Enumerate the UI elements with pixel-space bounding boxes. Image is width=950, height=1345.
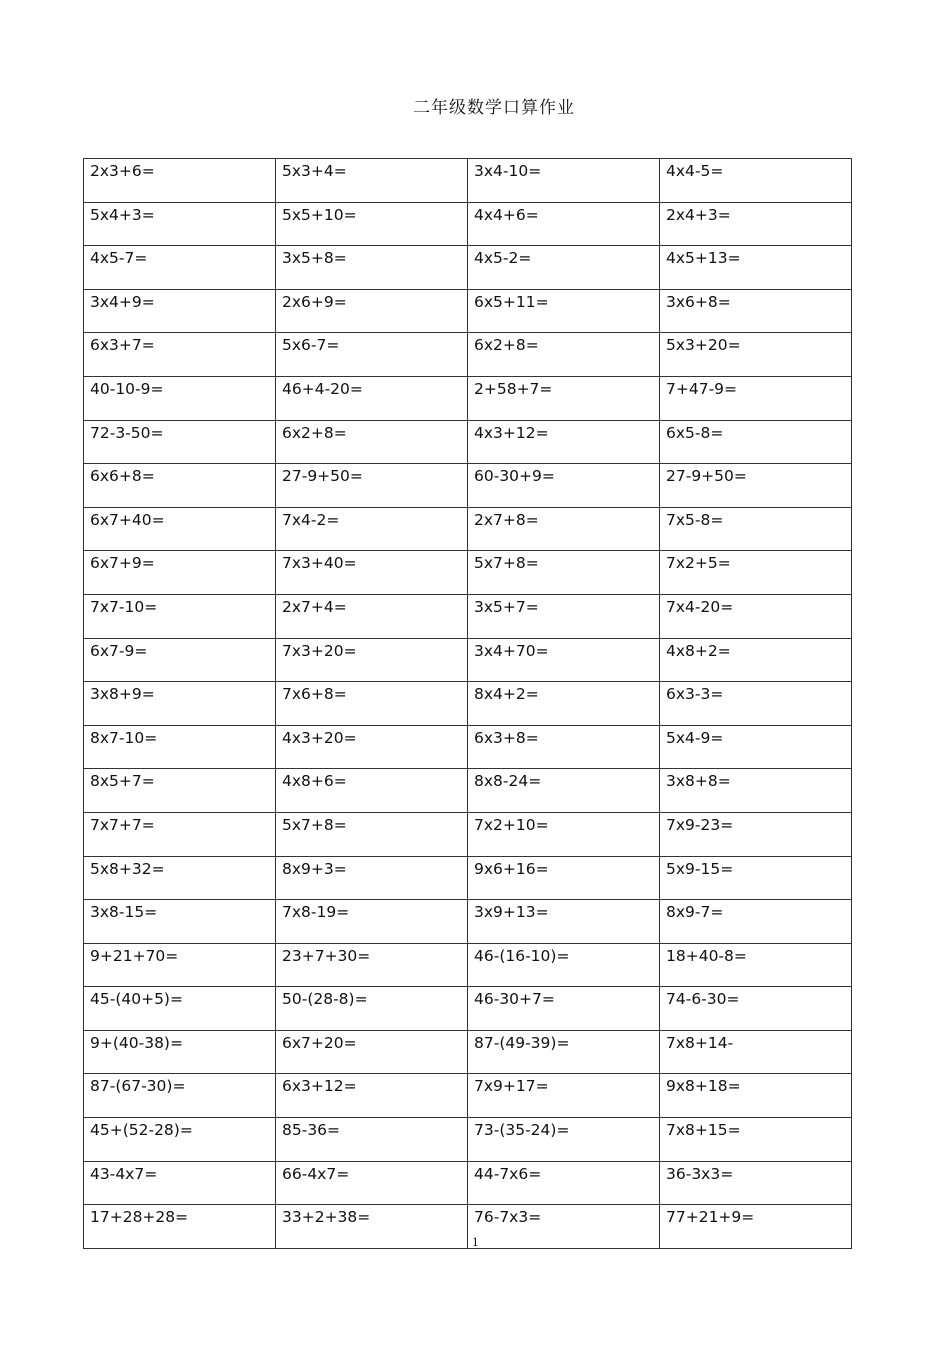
problem-cell: 4x8+6= [276, 769, 468, 813]
problem-cell: 5x4-9= [660, 725, 852, 769]
problem-row [84, 507, 852, 551]
problem-cell: 7x6+8= [276, 682, 468, 726]
problem-row [84, 594, 852, 638]
problem-cell: 7x5-8= [660, 507, 852, 551]
problem-cell: 2x7+8= [468, 507, 660, 551]
problem-cell: 5x4+3= [84, 202, 276, 246]
problem-cell: 6x3+8= [468, 725, 660, 769]
problem-cell: 6x2+8= [276, 420, 468, 464]
problem-row [84, 202, 852, 246]
problem-row [84, 812, 852, 856]
problem-row [84, 856, 852, 900]
problem-row [84, 1030, 852, 1074]
problem-cell: 4x3+12= [468, 420, 660, 464]
problem-cell: 8x4+2= [468, 682, 660, 726]
problem-cell: 2x4+3= [660, 202, 852, 246]
problem-cell: 40-10-9= [84, 376, 276, 420]
problem-cell: 4x5-2= [468, 246, 660, 290]
problem-cell: 43-4x7= [84, 1161, 276, 1205]
problem-cell: 66-4x7= [276, 1161, 468, 1205]
problem-cell: 76-7x3= [468, 1205, 660, 1249]
problem-cell: 45+(52-28)= [84, 1118, 276, 1162]
problem-cell: 3x4+70= [468, 638, 660, 682]
problem-cell: 7x2+10= [468, 812, 660, 856]
problem-cell: 3x9+13= [468, 900, 660, 944]
problem-cell: 3x4-10= [468, 159, 660, 203]
problem-cell: 3x4+9= [84, 289, 276, 333]
problem-cell: 7x2+5= [660, 551, 852, 595]
problem-cell: 3x8+8= [660, 769, 852, 813]
problem-cell: 44-7x6= [468, 1161, 660, 1205]
problem-cell: 7x4-20= [660, 594, 852, 638]
problem-cell: 60-30+9= [468, 464, 660, 508]
problem-cell: 4x5+13= [660, 246, 852, 290]
problem-cell: 3x6+8= [660, 289, 852, 333]
page-title: 二年级数学口算作业 [413, 98, 575, 118]
problem-row [84, 333, 852, 377]
problem-cell: 6x5+11= [468, 289, 660, 333]
problem-cell: 3x8+9= [84, 682, 276, 726]
problem-cell: 7x8+14- [660, 1030, 852, 1074]
problem-row [84, 943, 852, 987]
problem-row [84, 682, 852, 726]
problem-cell: 6x6+8= [84, 464, 276, 508]
problem-cell: 3x8-15= [84, 900, 276, 944]
problem-cell: 6x7-9= [84, 638, 276, 682]
problem-row [84, 900, 852, 944]
problem-cell: 6x3+12= [276, 1074, 468, 1118]
problem-cell: 9+(40-38)= [84, 1030, 276, 1074]
problem-cell: 2x6+9= [276, 289, 468, 333]
problem-cell: 7x8+15= [660, 1118, 852, 1162]
problem-cell: 9x8+18= [660, 1074, 852, 1118]
problem-cell: 6x7+20= [276, 1030, 468, 1074]
problem-row [84, 289, 852, 333]
problem-cell: 72-3-50= [84, 420, 276, 464]
problem-table [83, 158, 852, 1249]
problem-cell: 7x9+17= [468, 1074, 660, 1118]
problem-cell: 7x3+40= [276, 551, 468, 595]
problem-row [84, 464, 852, 508]
problem-cell: 46-(16-10)= [468, 943, 660, 987]
problem-cell: 3x5+8= [276, 246, 468, 290]
problem-cell: 8x9-7= [660, 900, 852, 944]
problem-row [84, 1074, 852, 1118]
problem-cell: 6x5-8= [660, 420, 852, 464]
problem-row [84, 1118, 852, 1162]
problem-cell: 87-(67-30)= [84, 1074, 276, 1118]
problem-cell: 4x3+20= [276, 725, 468, 769]
problem-cell: 7x9-23= [660, 812, 852, 856]
problem-cell: 7x3+20= [276, 638, 468, 682]
problem-cell: 45-(40+5)= [84, 987, 276, 1031]
problem-cell: 74-6-30= [660, 987, 852, 1031]
problem-row [84, 725, 852, 769]
problem-cell: 6x7+40= [84, 507, 276, 551]
problem-cell: 8x9+3= [276, 856, 468, 900]
problem-row [84, 987, 852, 1031]
problem-row [84, 638, 852, 682]
problem-row [84, 376, 852, 420]
problem-table-body [84, 159, 852, 1249]
problem-cell: 46-30+7= [468, 987, 660, 1031]
problem-cell: 4x4+6= [468, 202, 660, 246]
problem-cell: 5x6-7= [276, 333, 468, 377]
problem-cell: 2+58+7= [468, 376, 660, 420]
problem-cell: 50-(28-8)= [276, 987, 468, 1031]
problem-cell: 36-3x3= [660, 1161, 852, 1205]
problem-cell: 5x3+4= [276, 159, 468, 203]
problem-cell: 33+2+38= [276, 1205, 468, 1249]
problem-cell: 6x2+8= [468, 333, 660, 377]
problem-cell: 6x3-3= [660, 682, 852, 726]
problem-cell: 23+7+30= [276, 943, 468, 987]
problem-cell: 5x7+8= [468, 551, 660, 595]
problem-cell: 73-(35-24)= [468, 1118, 660, 1162]
problem-cell: 7x7-10= [84, 594, 276, 638]
problem-cell: 8x7-10= [84, 725, 276, 769]
problem-row [84, 1161, 852, 1205]
problem-row [84, 551, 852, 595]
problem-cell: 9+21+70= [84, 943, 276, 987]
page-number: 1 [472, 1234, 479, 1249]
problem-cell: 4x8+2= [660, 638, 852, 682]
problem-cell: 9x6+16= [468, 856, 660, 900]
problem-cell: 2x7+4= [276, 594, 468, 638]
problem-cell: 6x7+9= [84, 551, 276, 595]
problem-row [84, 1205, 852, 1249]
problem-cell: 85-36= [276, 1118, 468, 1162]
problem-cell: 5x3+20= [660, 333, 852, 377]
problem-row [84, 420, 852, 464]
problem-cell: 8x5+7= [84, 769, 276, 813]
problem-cell: 87-(49-39)= [468, 1030, 660, 1074]
problem-cell: 27-9+50= [276, 464, 468, 508]
problem-cell: 5x7+8= [276, 812, 468, 856]
problem-cell: 4x5-7= [84, 246, 276, 290]
problem-cell: 5x9-15= [660, 856, 852, 900]
problem-cell: 8x8-24= [468, 769, 660, 813]
problem-cell: 2x3+6= [84, 159, 276, 203]
problem-cell: 18+40-8= [660, 943, 852, 987]
problem-row [84, 159, 852, 203]
problem-cell: 7x4-2= [276, 507, 468, 551]
problem-cell: 5x5+10= [276, 202, 468, 246]
problem-cell: 7x7+7= [84, 812, 276, 856]
problem-cell: 27-9+50= [660, 464, 852, 508]
problem-cell: 7+47-9= [660, 376, 852, 420]
problem-row [84, 769, 852, 813]
problem-cell: 7x8-19= [276, 900, 468, 944]
problem-cell: 77+21+9= [660, 1205, 852, 1249]
problem-cell: 5x8+32= [84, 856, 276, 900]
problem-cell: 17+28+28= [84, 1205, 276, 1249]
problem-cell: 46+4-20= [276, 376, 468, 420]
problem-row [84, 246, 852, 290]
problem-cell: 6x3+7= [84, 333, 276, 377]
problem-cell: 3x5+7= [468, 594, 660, 638]
problem-cell: 4x4-5= [660, 159, 852, 203]
